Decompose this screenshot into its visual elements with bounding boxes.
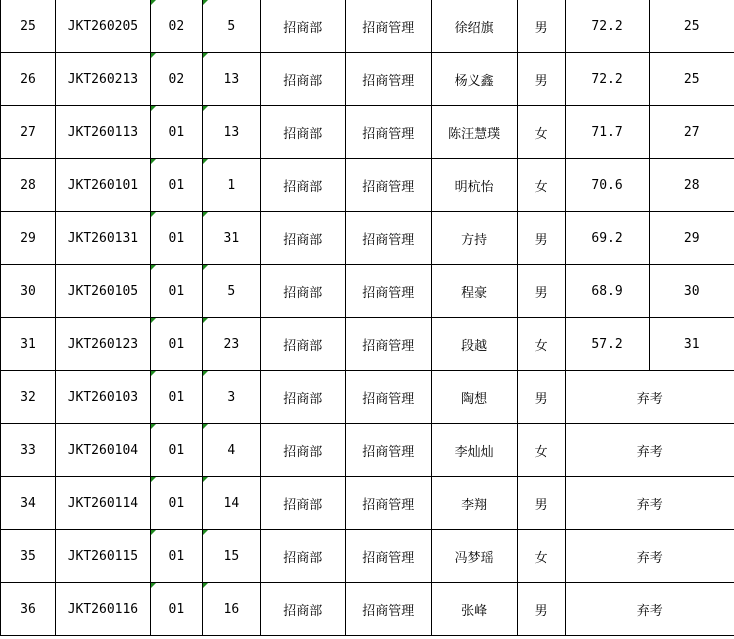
rank-cell[interactable]: 27	[649, 106, 734, 159]
candidate-name-cell[interactable]: 陶想	[431, 371, 517, 424]
score-cell[interactable]: 70.6	[565, 159, 649, 212]
room-number-cell[interactable]: 01	[150, 265, 202, 318]
absent-status-cell[interactable]: 弃考	[565, 530, 734, 583]
score-cell[interactable]: 57.2	[565, 318, 649, 371]
absent-status-cell[interactable]: 弃考	[565, 424, 734, 477]
position-cell[interactable]: 招商管理	[345, 159, 431, 212]
gender-cell[interactable]: 男	[517, 477, 565, 530]
exam-id-cell[interactable]: JKT260105	[55, 265, 150, 318]
exam-id-cell[interactable]: JKT260104	[55, 424, 150, 477]
row-number-cell[interactable]: 33	[1, 424, 56, 477]
absent-status-cell[interactable]: 弃考	[565, 477, 734, 530]
score-cell[interactable]: 71.7	[565, 106, 649, 159]
position-cell[interactable]: 招商管理	[345, 424, 431, 477]
seat-number-cell[interactable]: 5	[202, 0, 260, 53]
candidate-name-cell[interactable]: 张峰	[431, 583, 517, 636]
row-number-cell[interactable]: 36	[1, 583, 56, 636]
seat-number-cell[interactable]: 1	[202, 159, 260, 212]
gender-cell[interactable]: 女	[517, 318, 565, 371]
candidate-name-cell[interactable]: 徐绍旗	[431, 0, 517, 53]
seat-number-cell[interactable]: 23	[202, 318, 260, 371]
candidate-name-cell[interactable]: 程豪	[431, 265, 517, 318]
row-number-cell[interactable]: 35	[1, 530, 56, 583]
room-number-cell[interactable]: 01	[150, 477, 202, 530]
seat-number-cell[interactable]: 3	[202, 371, 260, 424]
row-number-cell[interactable]: 29	[1, 212, 56, 265]
room-number-cell[interactable]: 01	[150, 371, 202, 424]
gender-cell[interactable]: 女	[517, 159, 565, 212]
gender-cell[interactable]: 男	[517, 212, 565, 265]
row-number-cell[interactable]: 28	[1, 159, 56, 212]
rank-cell[interactable]: 25	[649, 53, 734, 106]
room-number-cell[interactable]: 01	[150, 583, 202, 636]
table-row	[1, 371, 734, 424]
exam-id-cell[interactable]: JKT260115	[55, 530, 150, 583]
rank-cell[interactable]: 29	[649, 212, 734, 265]
room-number-cell[interactable]: 02	[150, 53, 202, 106]
position-cell[interactable]: 招商管理	[345, 477, 431, 530]
score-cell[interactable]: 72.2	[565, 0, 649, 53]
exam-id-cell[interactable]: JKT260101	[55, 159, 150, 212]
department-cell[interactable]: 招商部	[260, 583, 345, 636]
exam-id-cell[interactable]: JKT260103	[55, 371, 150, 424]
gender-cell[interactable]: 女	[517, 424, 565, 477]
table-row	[1, 159, 734, 212]
seat-number-cell[interactable]: 13	[202, 106, 260, 159]
seat-number-cell[interactable]: 4	[202, 424, 260, 477]
seat-number-cell[interactable]: 5	[202, 265, 260, 318]
rank-cell[interactable]: 31	[649, 318, 734, 371]
absent-status-cell[interactable]: 弃考	[565, 371, 734, 424]
department-cell[interactable]: 招商部	[260, 318, 345, 371]
position-cell[interactable]: 招商管理	[345, 530, 431, 583]
position-cell[interactable]: 招商管理	[345, 212, 431, 265]
rank-cell[interactable]: 25	[649, 0, 734, 53]
department-cell[interactable]: 招商部	[260, 424, 345, 477]
position-cell[interactable]: 招商管理	[345, 318, 431, 371]
candidate-name-cell[interactable]: 李翔	[431, 477, 517, 530]
table-row	[1, 53, 734, 106]
candidate-name-cell[interactable]: 段越	[431, 318, 517, 371]
position-cell[interactable]: 招商管理	[345, 265, 431, 318]
table-row	[1, 530, 734, 583]
table-row	[1, 0, 734, 53]
candidate-name-cell[interactable]: 杨义鑫	[431, 53, 517, 106]
gender-cell[interactable]: 男	[517, 371, 565, 424]
table-row	[1, 106, 734, 159]
position-cell[interactable]: 招商管理	[345, 106, 431, 159]
exam-id-cell[interactable]: JKT260131	[55, 212, 150, 265]
gender-cell[interactable]: 男	[517, 0, 565, 53]
absent-status-cell[interactable]: 弃考	[565, 583, 734, 636]
candidate-name-cell[interactable]: 陈汪慧璞	[431, 106, 517, 159]
department-cell[interactable]: 招商部	[260, 212, 345, 265]
table-row	[1, 477, 734, 530]
room-number-cell[interactable]: 01	[150, 212, 202, 265]
seat-number-cell[interactable]: 16	[202, 583, 260, 636]
score-cell[interactable]: 72.2	[565, 53, 649, 106]
position-cell[interactable]: 招商管理	[345, 583, 431, 636]
row-number-cell[interactable]: 26	[1, 53, 56, 106]
exam-id-cell[interactable]: JKT260205	[55, 0, 150, 53]
table-row	[1, 424, 734, 477]
candidate-name-cell[interactable]: 方持	[431, 212, 517, 265]
department-cell[interactable]: 招商部	[260, 159, 345, 212]
table-row	[1, 318, 734, 371]
row-number-cell[interactable]: 34	[1, 477, 56, 530]
position-cell[interactable]: 招商管理	[345, 0, 431, 53]
department-cell[interactable]: 招商部	[260, 530, 345, 583]
table-row	[1, 583, 734, 636]
department-cell[interactable]: 招商部	[260, 106, 345, 159]
rank-cell[interactable]: 30	[649, 265, 734, 318]
room-number-cell[interactable]: 01	[150, 530, 202, 583]
candidate-name-cell[interactable]: 冯梦瑶	[431, 530, 517, 583]
row-number-cell[interactable]: 27	[1, 106, 56, 159]
exam-id-cell[interactable]: JKT260113	[55, 106, 150, 159]
gender-cell[interactable]: 男	[517, 53, 565, 106]
room-number-cell[interactable]: 02	[150, 0, 202, 53]
rank-cell[interactable]: 28	[649, 159, 734, 212]
exam-id-cell[interactable]: JKT260114	[55, 477, 150, 530]
seat-number-cell[interactable]: 13	[202, 53, 260, 106]
department-cell[interactable]: 招商部	[260, 53, 345, 106]
table-row	[1, 265, 734, 318]
room-number-cell[interactable]: 01	[150, 106, 202, 159]
candidate-name-cell[interactable]: 明杭怡	[431, 159, 517, 212]
position-cell[interactable]: 招商管理	[345, 53, 431, 106]
room-number-cell[interactable]: 01	[150, 159, 202, 212]
position-cell[interactable]: 招商管理	[345, 371, 431, 424]
gender-cell[interactable]: 女	[517, 530, 565, 583]
seat-number-cell[interactable]: 15	[202, 530, 260, 583]
seat-number-cell[interactable]: 14	[202, 477, 260, 530]
room-number-cell[interactable]: 01	[150, 424, 202, 477]
seat-number-cell[interactable]: 31	[202, 212, 260, 265]
gender-cell[interactable]: 男	[517, 265, 565, 318]
exam-id-cell[interactable]: JKT260123	[55, 318, 150, 371]
table-row	[1, 212, 734, 265]
gender-cell[interactable]: 男	[517, 583, 565, 636]
candidate-name-cell[interactable]: 李灿灿	[431, 424, 517, 477]
row-number-cell[interactable]: 30	[1, 265, 56, 318]
department-cell[interactable]: 招商部	[260, 477, 345, 530]
room-number-cell[interactable]: 01	[150, 318, 202, 371]
department-cell[interactable]: 招商部	[260, 0, 345, 53]
exam-id-cell[interactable]: JKT260213	[55, 53, 150, 106]
gender-cell[interactable]: 女	[517, 106, 565, 159]
row-number-cell[interactable]: 31	[1, 318, 56, 371]
exam-id-cell[interactable]: JKT260116	[55, 583, 150, 636]
department-cell[interactable]: 招商部	[260, 371, 345, 424]
department-cell[interactable]: 招商部	[260, 265, 345, 318]
row-number-cell[interactable]: 25	[1, 0, 56, 53]
score-cell[interactable]: 68.9	[565, 265, 649, 318]
score-cell[interactable]: 69.2	[565, 212, 649, 265]
row-number-cell[interactable]: 32	[1, 371, 56, 424]
